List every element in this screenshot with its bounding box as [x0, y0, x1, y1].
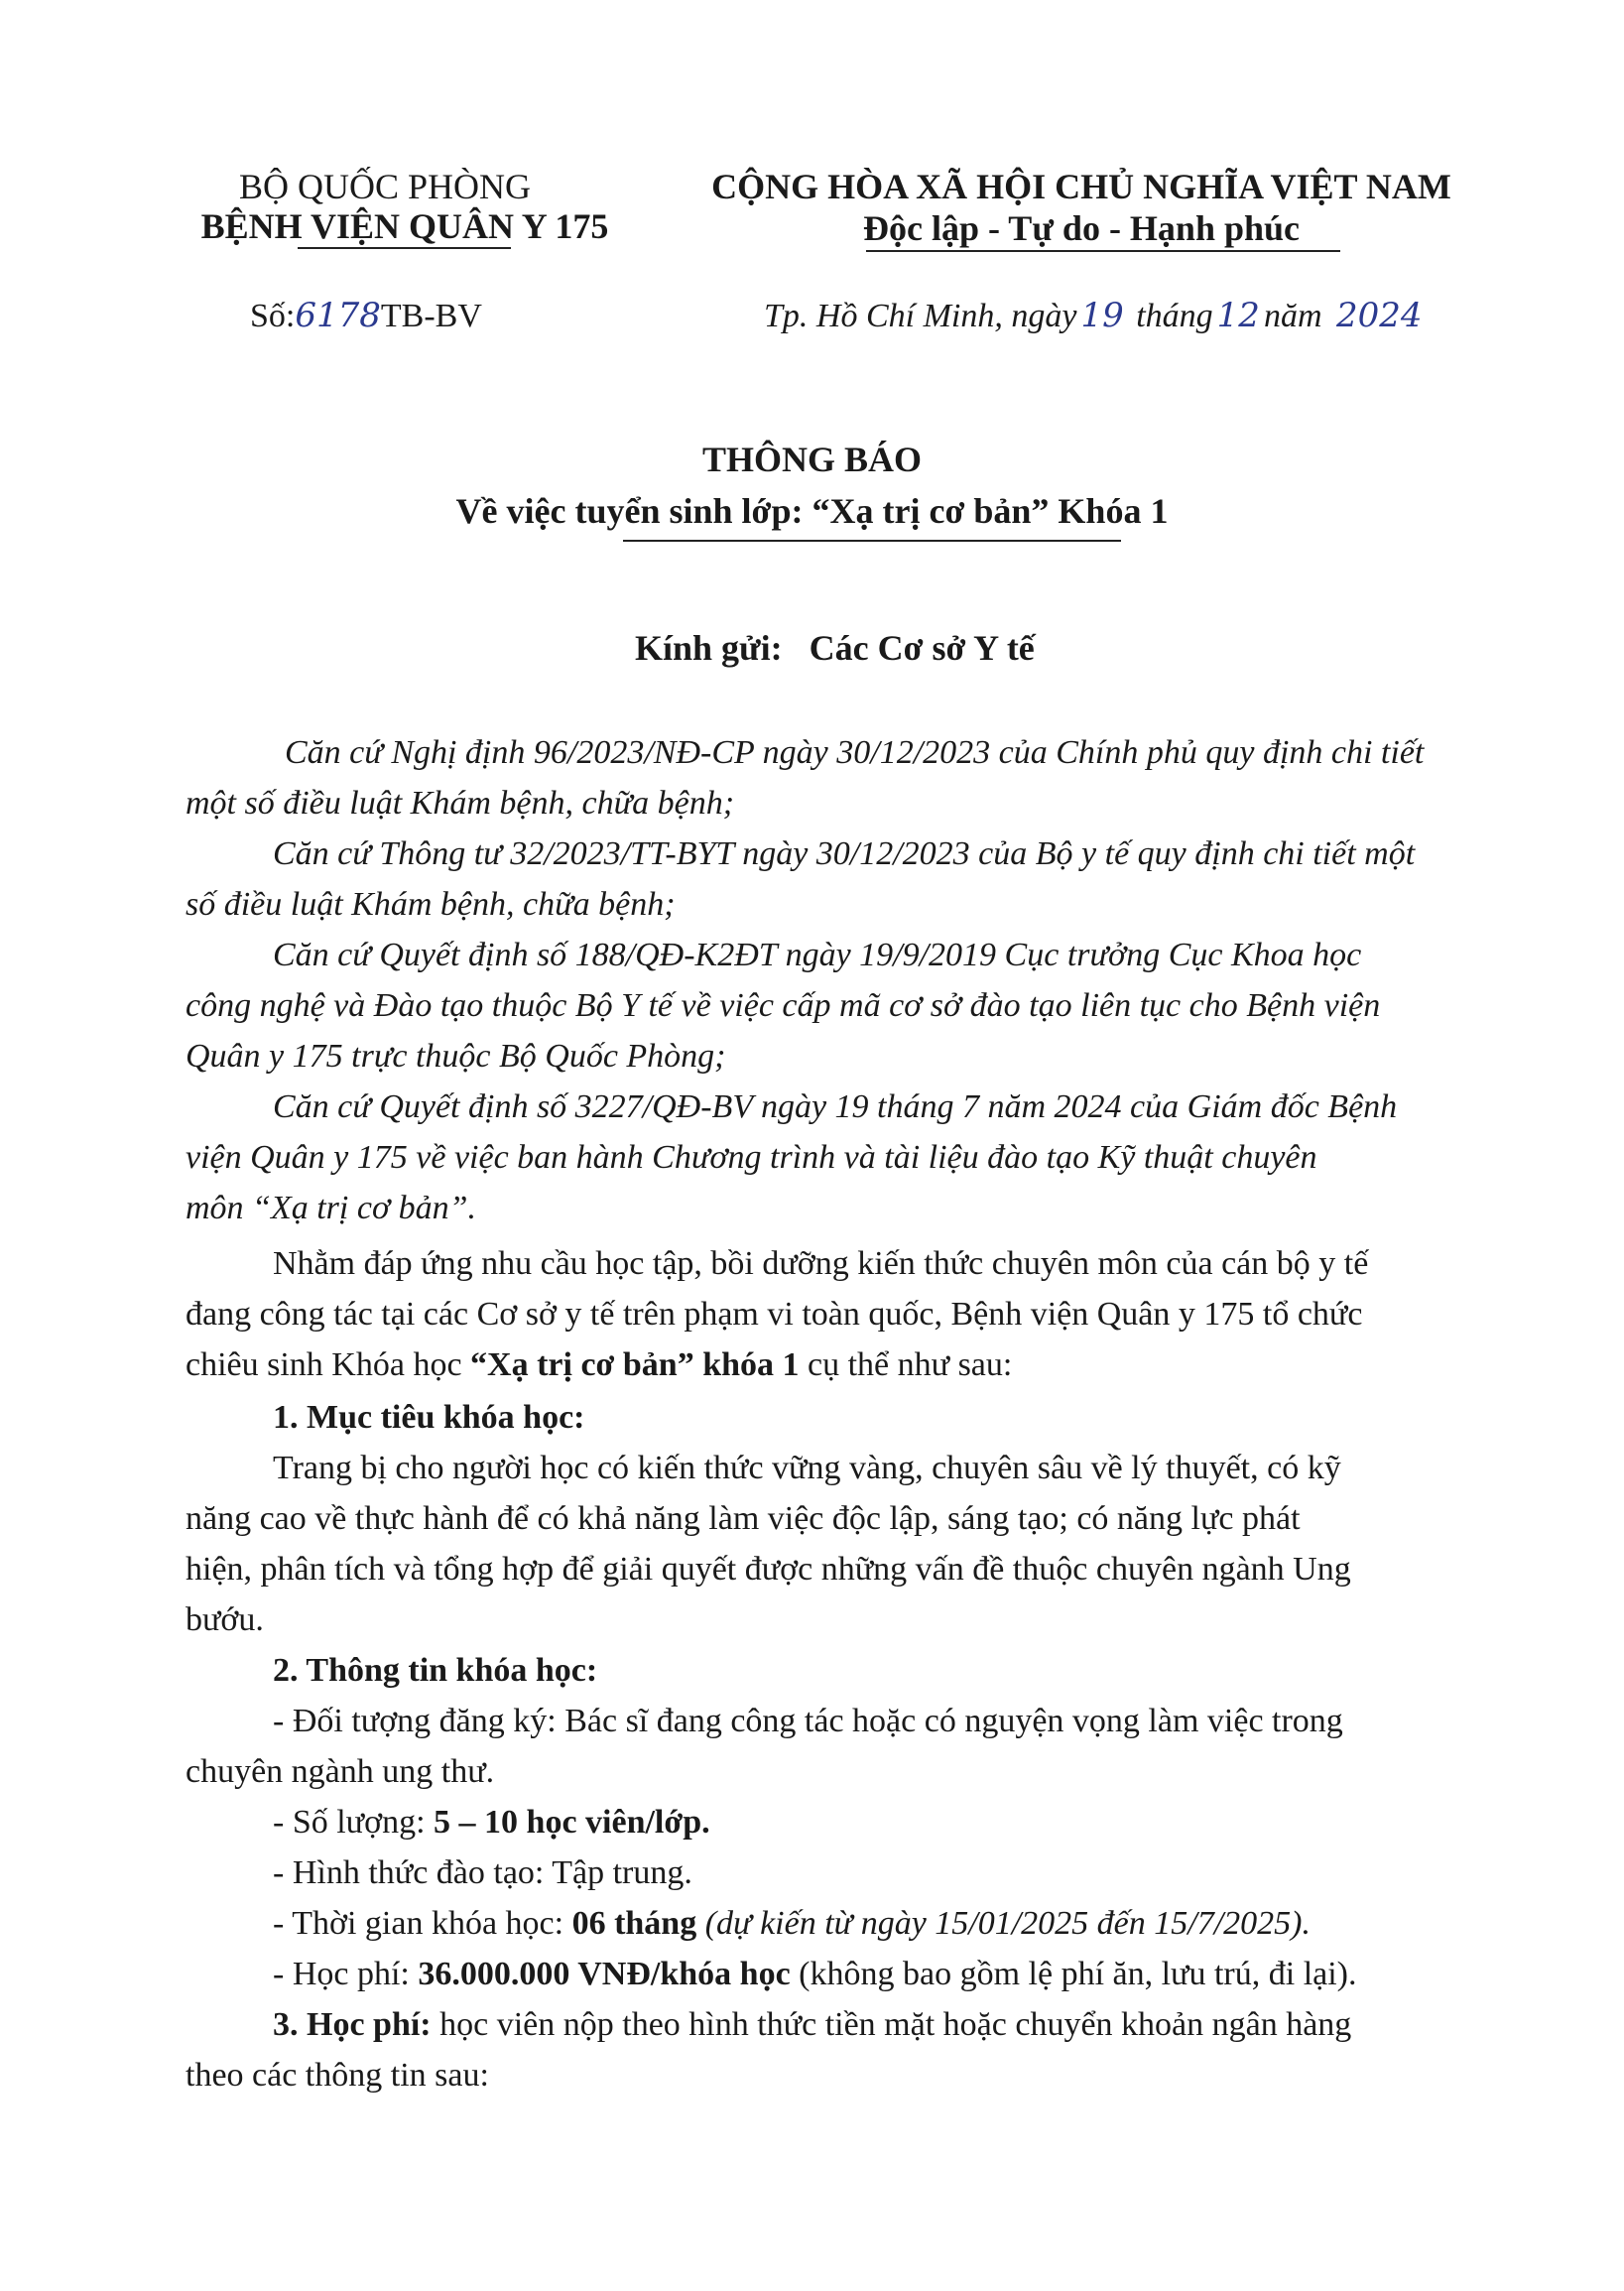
motto-underline [866, 250, 1340, 252]
left-header-underline [298, 247, 511, 249]
section-objectives: 1. Mục tiêu khóa học: Trang bị cho người học có kiến thức vững vàng, chuyên sâu về lý thuyết, có kỹ năng cao về thực hành để có khả năng làm việc độc lập, sáng tạo; có năng lực phát hiện, phân tích và tổng hợp để giải quyết được những vấn đề thuộc chuyên ngành Ung bướu. [186, 1392, 1475, 1645]
intro-paragraph: Nhằm đáp ứng nhu cầu học tập, bồi dưỡng kiến thức chuyên môn của cán bộ y tế đang công tác tại các Cơ sở y tế trên phạm vi toàn quốc, Bệnh viện Quân y 175 tổ chức chiêu sinh Khóa học “Xạ trị cơ bản” khóa 1 cụ thể như sau: [186, 1245, 1369, 1383]
document-date: Tp. Hồ Chí Minh, ngày 19 tháng 12 năm 2024 [764, 296, 1423, 335]
document-title: THÔNG BÁO [701, 440, 923, 479]
section-course-info: 2. Thông tin khóa học: - Đối tượng đăng ký: Bác sĩ đang công tác hoặc có nguyện vọng làm việc trong chuyên ngành ung thư. - Số lượng: 5 – 10 học viên/lớp. - Hình thức đào tạo: Tập trung. - Thời gian khóa học: 06 tháng (dự kiến từ ngày 15/01/2025 đến 15/7/2025). - Học phí: 36.000.000 VNĐ/khóa học (không bao gồm lệ phí ăn, lưu trú, đi lại). [186, 1645, 1475, 1999]
subtitle-underline [623, 540, 1121, 542]
section-2-heading: 2. Thông tin khóa học: [273, 1652, 598, 1689]
ministry-name: BỘ QUỐC PHÒNG [238, 167, 532, 206]
section-tuition: 3. Học phí: học viên nộp theo hình thức tiền mặt hoặc chuyển khoản ngân hàng theo các thông tin sau: [186, 2006, 1352, 2094]
document-number: Số:6178TB-BV [250, 296, 482, 335]
hospital-name: BỆNH VIỆN QUÂN Y 175 [200, 206, 609, 246]
document-subtitle: Về việc tuyển sinh lớp: “Xạ trị cơ bản” Khóa 1 [455, 491, 1169, 531]
country-name: CỘNG HÒA XÃ HỘI CHỦ NGHĨA VIỆT NAM [711, 167, 1451, 206]
recipient: Kính gửi: Các Cơ sở Y tế [635, 628, 1035, 668]
national-motto: Độc lập - Tự do - Hạnh phúc [862, 208, 1301, 248]
section-1-heading: 1. Mục tiêu khóa học: [273, 1399, 585, 1436]
section-3-heading: 3. Học phí: [273, 2006, 432, 2043]
legal-basis: Căn cứ Nghị định 96/2023/NĐ-CP ngày 30/12/2023 của Chính phủ quy định chi tiết một số điều luật Khám bệnh, chữa bệnh; Căn cứ Thông tư 32/2023/TT-BYT ngày 30/12/2023 của Bộ y tế quy định chi tiết một số điều luật Khám bệnh, chữa bệnh; Căn cứ Quyết định số 188/QĐ-K2ĐT ngày 19/9/2019 Cục trưởng Cục Khoa học công nghệ và Đào tạo thuộc Bộ Y tế về việc cấp mã cơ sở đào tạo liên tục cho Bệnh viện Quân y 175 trực thuộc Bộ Quốc Phòng; Căn cứ Quyết định số 3227/QĐ-BV ngày 19 tháng 7 năm 2024 của Giám đốc Bệnh viện Quân y 175 về việc ban hành Chương trình và tài liệu đào tạo Kỹ thuật chuyên môn “Xạ trị cơ bản”. [186, 734, 1425, 1226]
